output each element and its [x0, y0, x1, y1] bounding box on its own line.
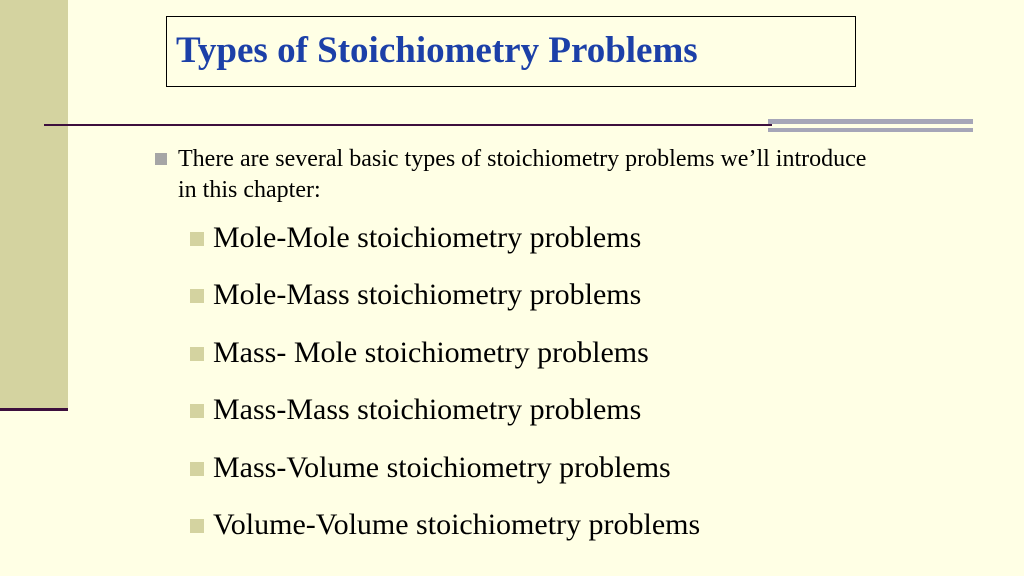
square-bullet-icon — [190, 347, 204, 361]
intro-text: There are several basic types of stoichiometry problems we’ll introduce in this chapter: — [178, 146, 867, 203]
list-item-text: Mass-Volume stoichiometry problems — [213, 450, 671, 484]
list-item-text: Mole-Mass stoichiometry problems — [213, 278, 642, 312]
title-divider-line — [44, 124, 772, 126]
list-item — [190, 450, 870, 486]
intro-bullet — [150, 144, 870, 206]
square-bullet-icon — [190, 289, 204, 303]
square-bullet-icon — [190, 462, 204, 476]
divider-stripe-top — [768, 119, 973, 124]
list-item-text: Mass-Mass stoichiometry problems — [213, 393, 642, 427]
square-bullet-icon — [190, 404, 204, 418]
list-item — [190, 220, 870, 256]
list-item-text: Volume-Volume stoichiometry problems — [213, 507, 701, 541]
title-divider-stripes — [768, 119, 973, 133]
square-bullet-icon — [190, 232, 204, 246]
list-item — [190, 392, 870, 428]
list-item-text: Mole-Mole stoichiometry problems — [213, 221, 642, 254]
problem-types-list — [190, 220, 870, 543]
slide-content — [150, 144, 870, 564]
list-item — [190, 335, 870, 371]
list-item — [190, 507, 870, 543]
title-box — [166, 16, 856, 87]
slide-title: Types of Stoichiometry Problems — [176, 30, 698, 71]
divider-stripe-bottom — [768, 128, 973, 132]
square-bullet-icon — [155, 153, 167, 165]
list-item — [190, 277, 870, 313]
left-accent-underline — [0, 408, 68, 411]
list-item-text: Mass- Mole stoichiometry problems — [213, 335, 649, 369]
square-bullet-icon — [190, 519, 204, 533]
left-accent-bar — [0, 0, 68, 408]
